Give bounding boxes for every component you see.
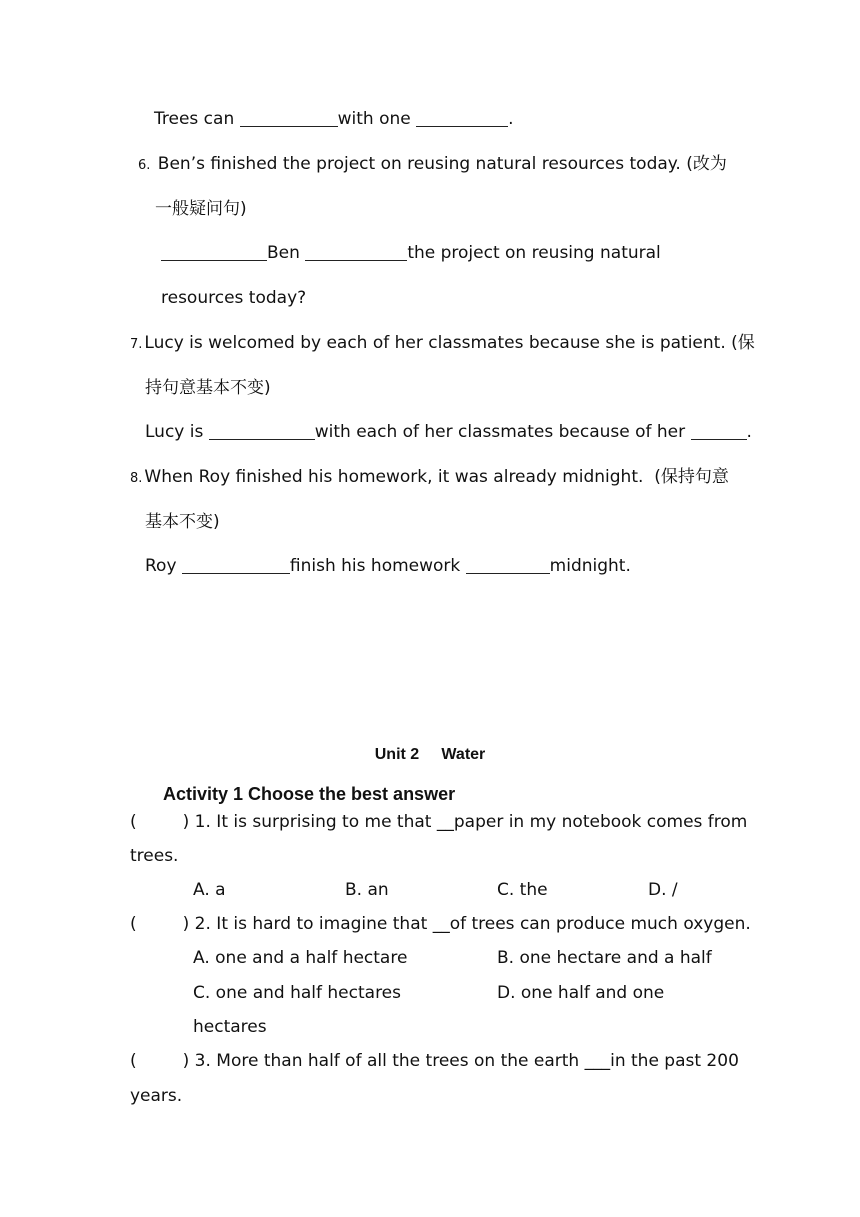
blank[interactable] — [466, 557, 550, 574]
answer-paren[interactable]: ( — [130, 812, 137, 832]
question-1-line2 — [130, 845, 178, 867]
blank[interactable] — [161, 244, 267, 261]
question-text: Ben’s finished the project on reusing natural resources today. (改为 — [152, 154, 727, 174]
question-text: Lucy is welcomed by each of her classmates because she is patient. (保 — [144, 333, 755, 353]
question-text: 一般疑问句) — [155, 199, 247, 219]
question-text: trees. — [130, 846, 179, 866]
question-8-line2 — [145, 511, 220, 533]
option-a[interactable]: A. one and a half hectare — [193, 948, 408, 968]
question-1 — [130, 811, 747, 833]
option-d[interactable]: D. / — [648, 880, 678, 900]
option-b[interactable]: B. one hectare and a half — [497, 948, 712, 968]
answer-paren[interactable]: ( — [130, 914, 137, 934]
question-6 — [138, 153, 727, 177]
text: the project on reusing natural — [407, 243, 661, 263]
question-3-line2 — [130, 1085, 182, 1107]
blank[interactable] — [691, 423, 747, 440]
question-number: 6. — [138, 158, 151, 173]
question-number: 8. — [130, 471, 143, 486]
question-text: ) 1. It is surprising to me that __paper in my notebook comes from — [182, 812, 748, 832]
question-text: ) 2. It is hard to imagine that __of trees can produce much oxygen. — [182, 914, 751, 934]
question-6-line2 — [155, 198, 247, 220]
question-8 — [130, 466, 729, 490]
option-a[interactable]: A. a — [193, 880, 226, 900]
answer-paren[interactable]: ( — [130, 1051, 137, 1071]
option-c-continued: hectares — [193, 1017, 267, 1037]
question-text: 基本不变) — [145, 512, 220, 532]
option-b[interactable]: B. an — [345, 880, 389, 900]
text: Ben — [267, 243, 306, 263]
question-2 — [130, 913, 751, 935]
activity-heading: Activity 1 Choose the best answer — [163, 784, 456, 804]
option-c[interactable]: C. the — [497, 880, 548, 900]
option-d[interactable]: D. one half and one — [497, 983, 665, 1003]
text: finish his homework — [289, 556, 466, 576]
question-text: years. — [130, 1086, 183, 1106]
text: Lucy is — [145, 422, 209, 442]
question-text: When Roy finished his homework, it was already midnight. (保持句意 — [144, 467, 729, 487]
blank[interactable] — [209, 423, 315, 440]
blank[interactable] — [305, 244, 407, 261]
text: midnight. — [549, 556, 631, 576]
question-3 — [130, 1050, 739, 1072]
answer-line-6 — [161, 242, 661, 264]
question-number: 7. — [130, 337, 143, 352]
text: Trees can — [154, 109, 240, 129]
text: with each of her classmates because of her — [314, 422, 691, 442]
text: Roy — [145, 556, 182, 576]
blank[interactable] — [240, 110, 338, 127]
answer-line-8 — [145, 555, 631, 577]
blank[interactable] — [182, 557, 290, 574]
question-7-line2 — [145, 377, 271, 399]
option-c[interactable]: C. one and half hectares — [193, 983, 402, 1003]
answer-line-7 — [145, 421, 752, 443]
question-text: ) 3. More than half of all the trees on the earth ___in the past 200 — [182, 1051, 739, 1071]
text: with one — [337, 109, 417, 129]
text: . — [508, 109, 514, 129]
question-7 — [130, 332, 755, 356]
text: resources today? — [161, 288, 307, 308]
blank[interactable] — [416, 110, 508, 127]
unit-title: Unit 2 Water — [374, 746, 486, 763]
text: . — [746, 422, 752, 442]
question-text: 持句意基本不变) — [145, 378, 271, 398]
answer-line-5 — [154, 108, 514, 130]
answer-line-6b — [161, 287, 306, 309]
